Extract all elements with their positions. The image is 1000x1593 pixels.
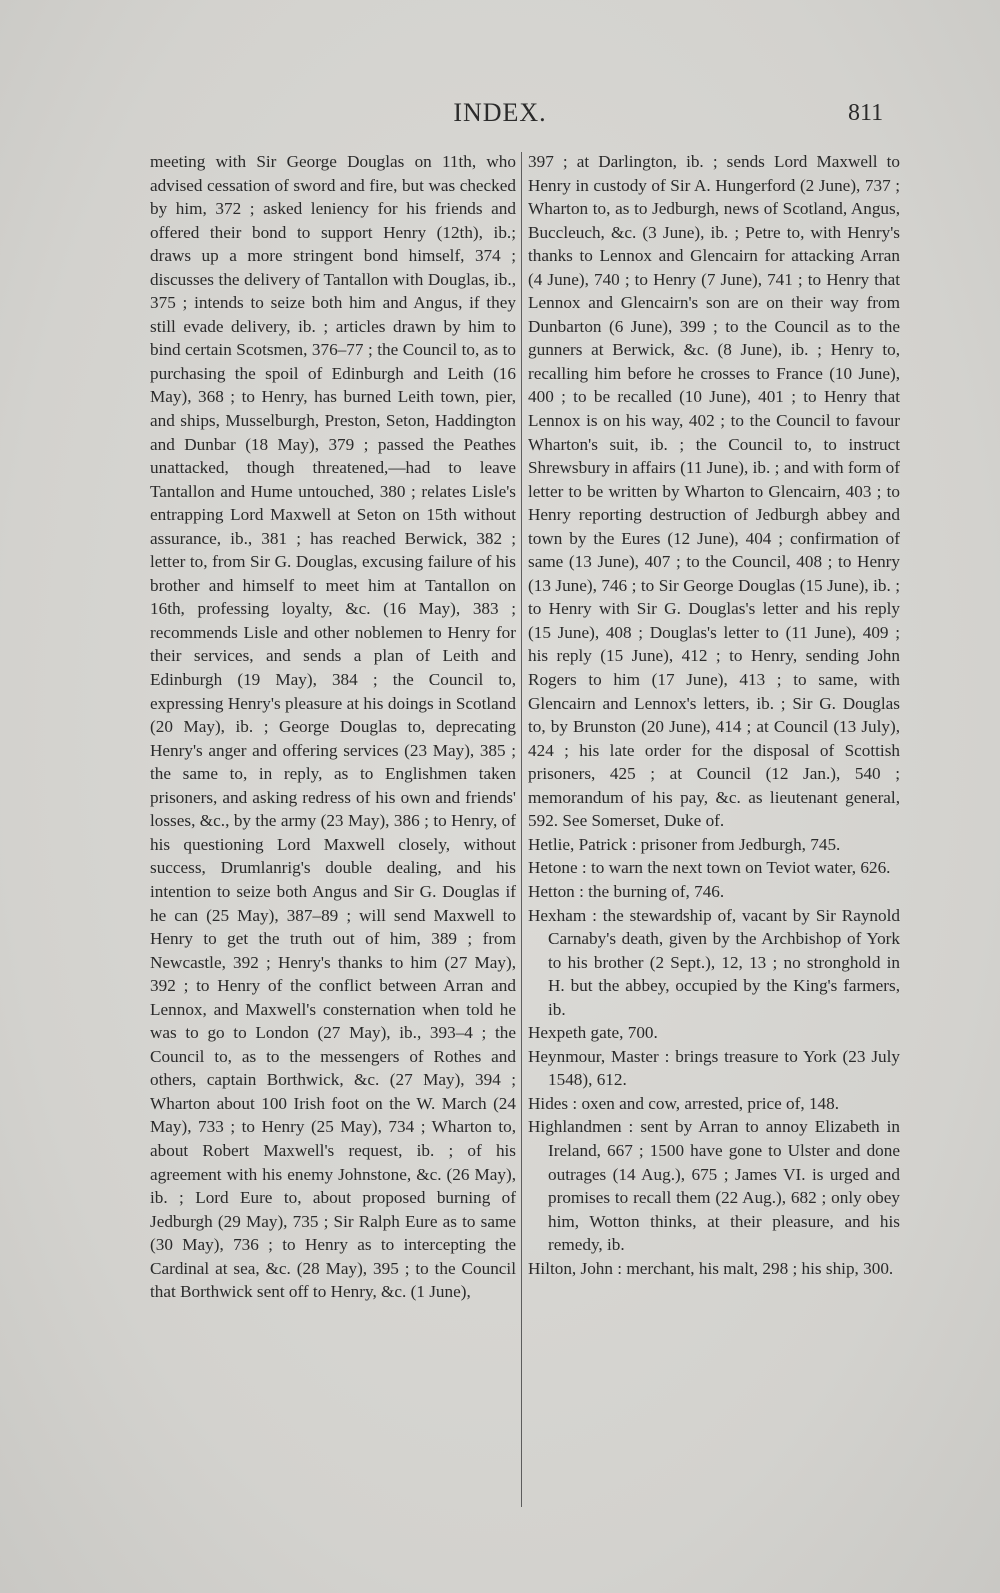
running-header-title: INDEX. xyxy=(453,98,547,127)
index-entry-hetlie: Hetlie, Patrick : prisoner from Jedburgh, 745. xyxy=(528,834,841,854)
right-column xyxy=(528,150,900,1280)
index-entry-hides: Hides : oxen and cow, arrested, price of, 148. xyxy=(528,1093,840,1113)
index-entry-heynmour: Heynmour, Master : brings treasure to York (23 July 1548), 612. xyxy=(528,1046,900,1090)
index-entry-hexham: Hexham : the stewardship of, vacant by Sir Raynold Carnaby's death, given by the Archbishop of York to his brother (2 Sept.), 12, 13 ; no stronghold in H. but the abbey, occupied by the King's farmers, ib. xyxy=(528,905,900,1019)
index-entry-highlandmen: Highlandmen : sent by Arran to annoy Elizabeth in Ireland, 667 ; 1500 have gone to Ulster and done outrages (14 Aug.), 675 ; James VI. is urged and promises to recall them (22 Aug.), 682 ; only obey him, Wotton thinks, at their pleasure, and his remedy, ib. xyxy=(528,1117,900,1255)
index-entry-hilton: Hilton, John : merchant, his malt, 298 ; his ship, 300. xyxy=(528,1258,894,1278)
index-entry-hetton: Hetton : the burning of, 746. xyxy=(528,881,725,901)
column-divider xyxy=(521,152,522,1507)
entry-continuation-text: meeting with Sir George Douglas on 11th, who advised cessation of sword and fire, but was checked by him, 372 ; asked leniency for his friends and offered their bond to support Henry (12th), ib.; draws up a more stringent bond himself, 374 ; discusses the delivery of Tantallon with Douglas, ib., 375 ; intends to seize both him and Angus, if they still evade delivery, ib. ; articles drawn by him to bind certain Scotsmen, 376–77 ; the Council to, as to purchasing the spoil of Edinburgh and Leith (16 May), 368 ; to Henry, has burned Leith town, pier, and ships, Musselburgh, Preston, Seton, Haddington and Dunbar (18 May), 379 ; passed the Peathes unattacked, though threatened,—had to leave Tantallon and Hume untouched, 380 ; relates Lisle's entrapping Lord Maxwell at Seton on 15th without assurance, ib., 381 ; has reached Berwick, 382 ; letter to, from Sir G. Douglas, excusing failure of his brother and himself to meet him at Tantallon on 16th, professing loyalty, &c. (16 May), 383 ; recommends Lisle and other noblemen to Henry for their services, and sends a plan of Leith and Edinburgh (19 May), 384 ; the Council to, expressing Henry's pleasure at his doings in Scotland (20 May), ib. ; George Douglas to, deprecating Henry's anger and offering services (23 May), 385 ; the same to, in reply, as to Englishmen taken prisoners, and asking redress of his own and friends' losses, &c., by the army (23 May), 386 ; to Henry, of his questioning Lord Maxwell closely, without success, Drumlanrig's double dealing, and his intention to seize both Angus and Sir G. Douglas if he can (25 May), 387–89 ; will send Maxwell to Henry to get the truth out of him, 389 ; from Newcastle, 392 ; Henry's thanks to him (27 May), 392 ; to Henry of the conflict between Arran and Lennox, and Maxwell's consternation when told he was to go to London (27 May), ib., 393–4 ; the Council to, as to the messengers of Rothes and others, captain Borthwick, &c. (27 May), 394 ; Wharton about 100 Irish foot on the W. March (24 May), 733 ; to Henry (25 May), 734 ; Wharton to, about Robert Maxwell's request, ib. ; of his agreement with his enemy Johnstone, &c. (26 May), ib. ; Lord Eure to, about proposed burning of Jedburgh (29 May), 735 ; Sir Ralph Eure as to same (30 May), 736 ; to Henry as to intercepting the Cardinal at sea, &c. (28 May), 395 ; to the Council that Borthwick sent off to Henry, &c. (1 June), xyxy=(150,152,516,1302)
index-entry-hetone: Hetone : to warn the next town on Teviot water, 626. xyxy=(528,858,891,878)
left-column xyxy=(150,150,516,1304)
entry-continuation-text: 397 ; at Darlington, ib. ; sends Lord Maxwell to Henry in custody of Sir A. Hungerford (2 June), 737 ; Wharton to, as to Jedburgh, news of Scotland, Angus, Buccleuch, &c. (3 June), ib. ; Petre to, with Henry's thanks to Lennox and Glencairn for attacking Arran (4 June), 740 ; to Henry (7 June), 741 ; to Henry that Lennox and Glencairn's son are on their way from Dunbarton (6 June), 399 ; to the Council as to the gunners at Berwick, &c. (8 June), ib. ; Henry to, recalling him before he crosses to France (10 June), 400 ; to be recalled (10 June), 401 ; to Henry that Lennox is on his way, 402 ; to the Council to favour Wharton's suit, ib. ; the Council to, to instruct Shrewsbury in affairs (11 June), ib. ; and with form of letter to be written by Wharton to Glencairn, 403 ; to Henry reporting destruction of Jedburgh abbey and town by the Eures (12 June), 404 ; confirmation of same (13 June), 407 ; to the Council, 408 ; to Henry (13 June), 746 ; to Sir George Douglas (15 June), ib. ; to Henry with Sir G. Douglas's letter and his reply (15 June), 408 ; Douglas's letter to (11 June), 409 ; his reply (15 June), 412 ; to Henry, sending John Rogers to him (17 June), 413 ; to same, with Glencairn and Lennox's letters, ib. ; Sir G. Douglas to, by Brunston (20 June), 414 ; at Council (13 July), 424 ; his late order for the disposal of Scottish prisoners, 425 ; at Council (12 Jan.), 540 ; memorandum of his pay, &c. as lieutenant general, 592. See Somerset, Duke of. xyxy=(528,152,900,831)
index-entry-hexpeth-gate: Hexpeth gate, 700. xyxy=(528,1023,658,1043)
page-number: 811 xyxy=(848,100,884,126)
